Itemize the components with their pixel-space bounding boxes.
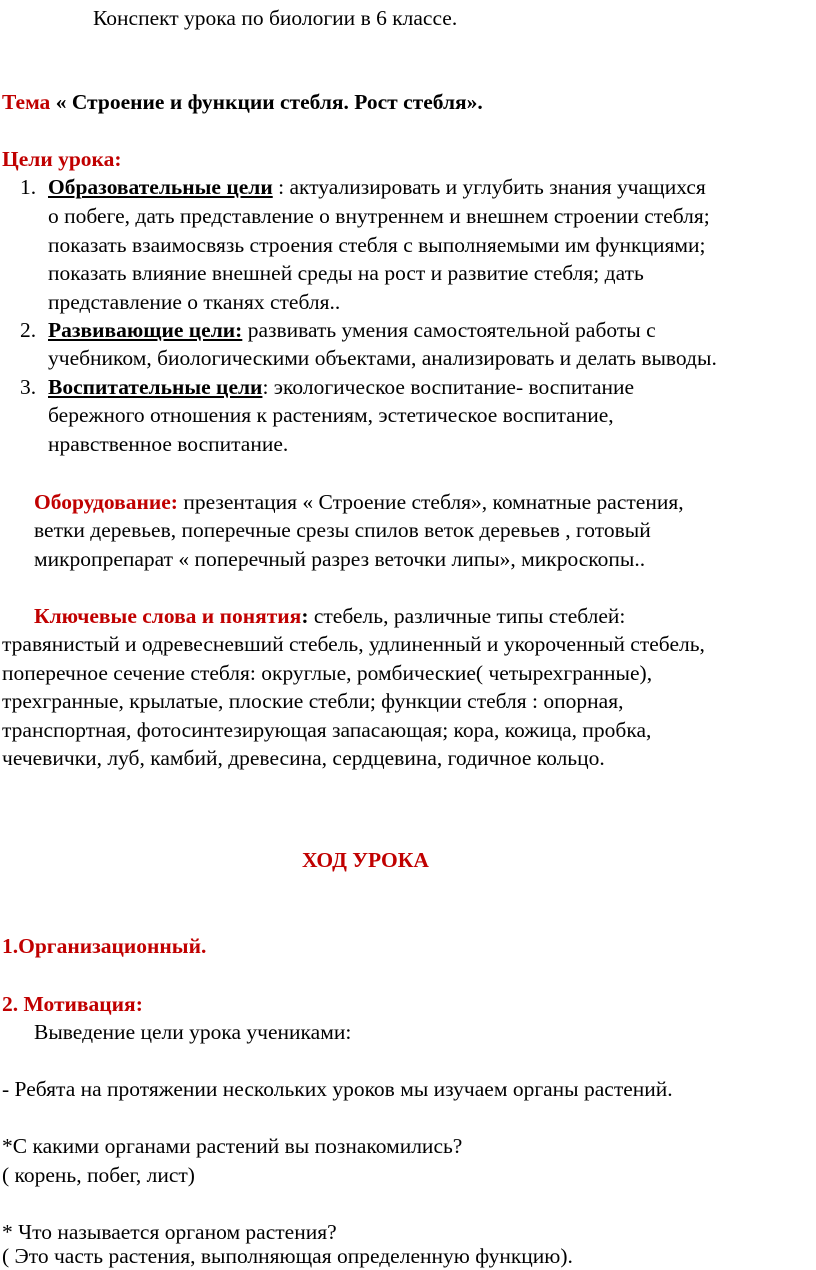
keywords-line: трехгранные, крылатые, плоские стебли; функции стебля : опорная,: [2, 689, 624, 713]
stage-organizational: 1.Организационный.: [2, 934, 207, 958]
lesson-line: - Ребята на протяжении нескольких уроков мы изучаем органы растений.: [2, 1077, 673, 1101]
goal-label: Воспитательные цели: [48, 375, 263, 399]
equipment-line: ветки деревьев, поперечные срезы спилов веток деревьев , готовый: [34, 518, 651, 542]
goal-line: нравственное воспитание.: [48, 432, 289, 456]
goal-number: 2.: [20, 318, 37, 342]
lesson-line: ( корень, побег, лист): [2, 1163, 195, 1187]
goal-line: Образовательные цели : актуализировать и углубить знания учащихся: [48, 175, 706, 199]
keywords-line: чечевички, луб, камбий, древесина, сердцевина, годичное кольцо.: [2, 746, 605, 770]
lesson-heading: ХОД УРОКА: [302, 848, 429, 872]
topic-line: [2, 88, 483, 116]
keywords-line: травянистый и одревесневший стебель, удлиненный и укороченный стебель,: [2, 632, 705, 656]
goal-line: учебником, биологическими объектами, анализировать и делать выводы.: [48, 346, 717, 370]
equipment-label: Оборудование:: [34, 490, 178, 514]
lesson-line: *С какими органами растений вы познакомились?: [2, 1134, 463, 1158]
lesson-line: Выведение цели урока учениками:: [34, 1020, 352, 1044]
goal-line: Развивающие цели: развивать умения самостоятельной работы с: [48, 318, 656, 342]
goal-line: о побеге, дать представление о внутреннем и внешнем строении стебля;: [48, 204, 710, 228]
goal-line: представление о тканях стебля..: [48, 290, 341, 314]
goals-heading: Цели урока:: [2, 147, 122, 171]
goal-label: Развивающие цели:: [48, 318, 243, 342]
goal-line: показать взаимосвязь строения стебля с выполняемыми им функциями;: [48, 233, 706, 257]
goal-number: 1.: [20, 175, 37, 199]
stage-motivation: 2. Мотивация:: [2, 992, 143, 1016]
topic-text: « Строение и функции стебля. Рост стебля».: [50, 90, 483, 114]
topic-label: Тема: [2, 90, 51, 114]
goal-line: Воспитательные цели: экологическое воспитание- воспитание: [48, 375, 635, 399]
doc-title: Конспект урока по биологии в 6 классе.: [93, 6, 458, 30]
keywords-label: Ключевые слова и понятия: [34, 604, 302, 628]
lesson-line: ( Это часть растения, выполняющая определенную функцию).: [2, 1244, 573, 1268]
goal-line: бережного отношения к растениям, эстетическое воспитание,: [48, 403, 614, 427]
equipment-line: Оборудование: презентация « Строение стебля», комнатные растения,: [34, 490, 684, 514]
equipment-line: микропрепарат « поперечный разрез веточки липы», микроскопы..: [34, 547, 646, 571]
keywords-line: поперечное сечение стебля: округлые, ромбические( четырехгранные),: [2, 661, 653, 685]
keywords-line: Ключевые слова и понятия: стебель, различные типы стеблей:: [34, 604, 626, 628]
keywords-line: транспортная, фотосинтезирующая запасающая; кора, кожица, пробка,: [2, 718, 652, 742]
goal-label: Образовательные цели: [48, 175, 273, 199]
lesson-line: * Что называется органом растения?: [2, 1220, 337, 1244]
goal-number: 3.: [20, 375, 37, 399]
goal-line: показать влияние внешней среды на рост и развитие стебля; дать: [48, 261, 644, 285]
